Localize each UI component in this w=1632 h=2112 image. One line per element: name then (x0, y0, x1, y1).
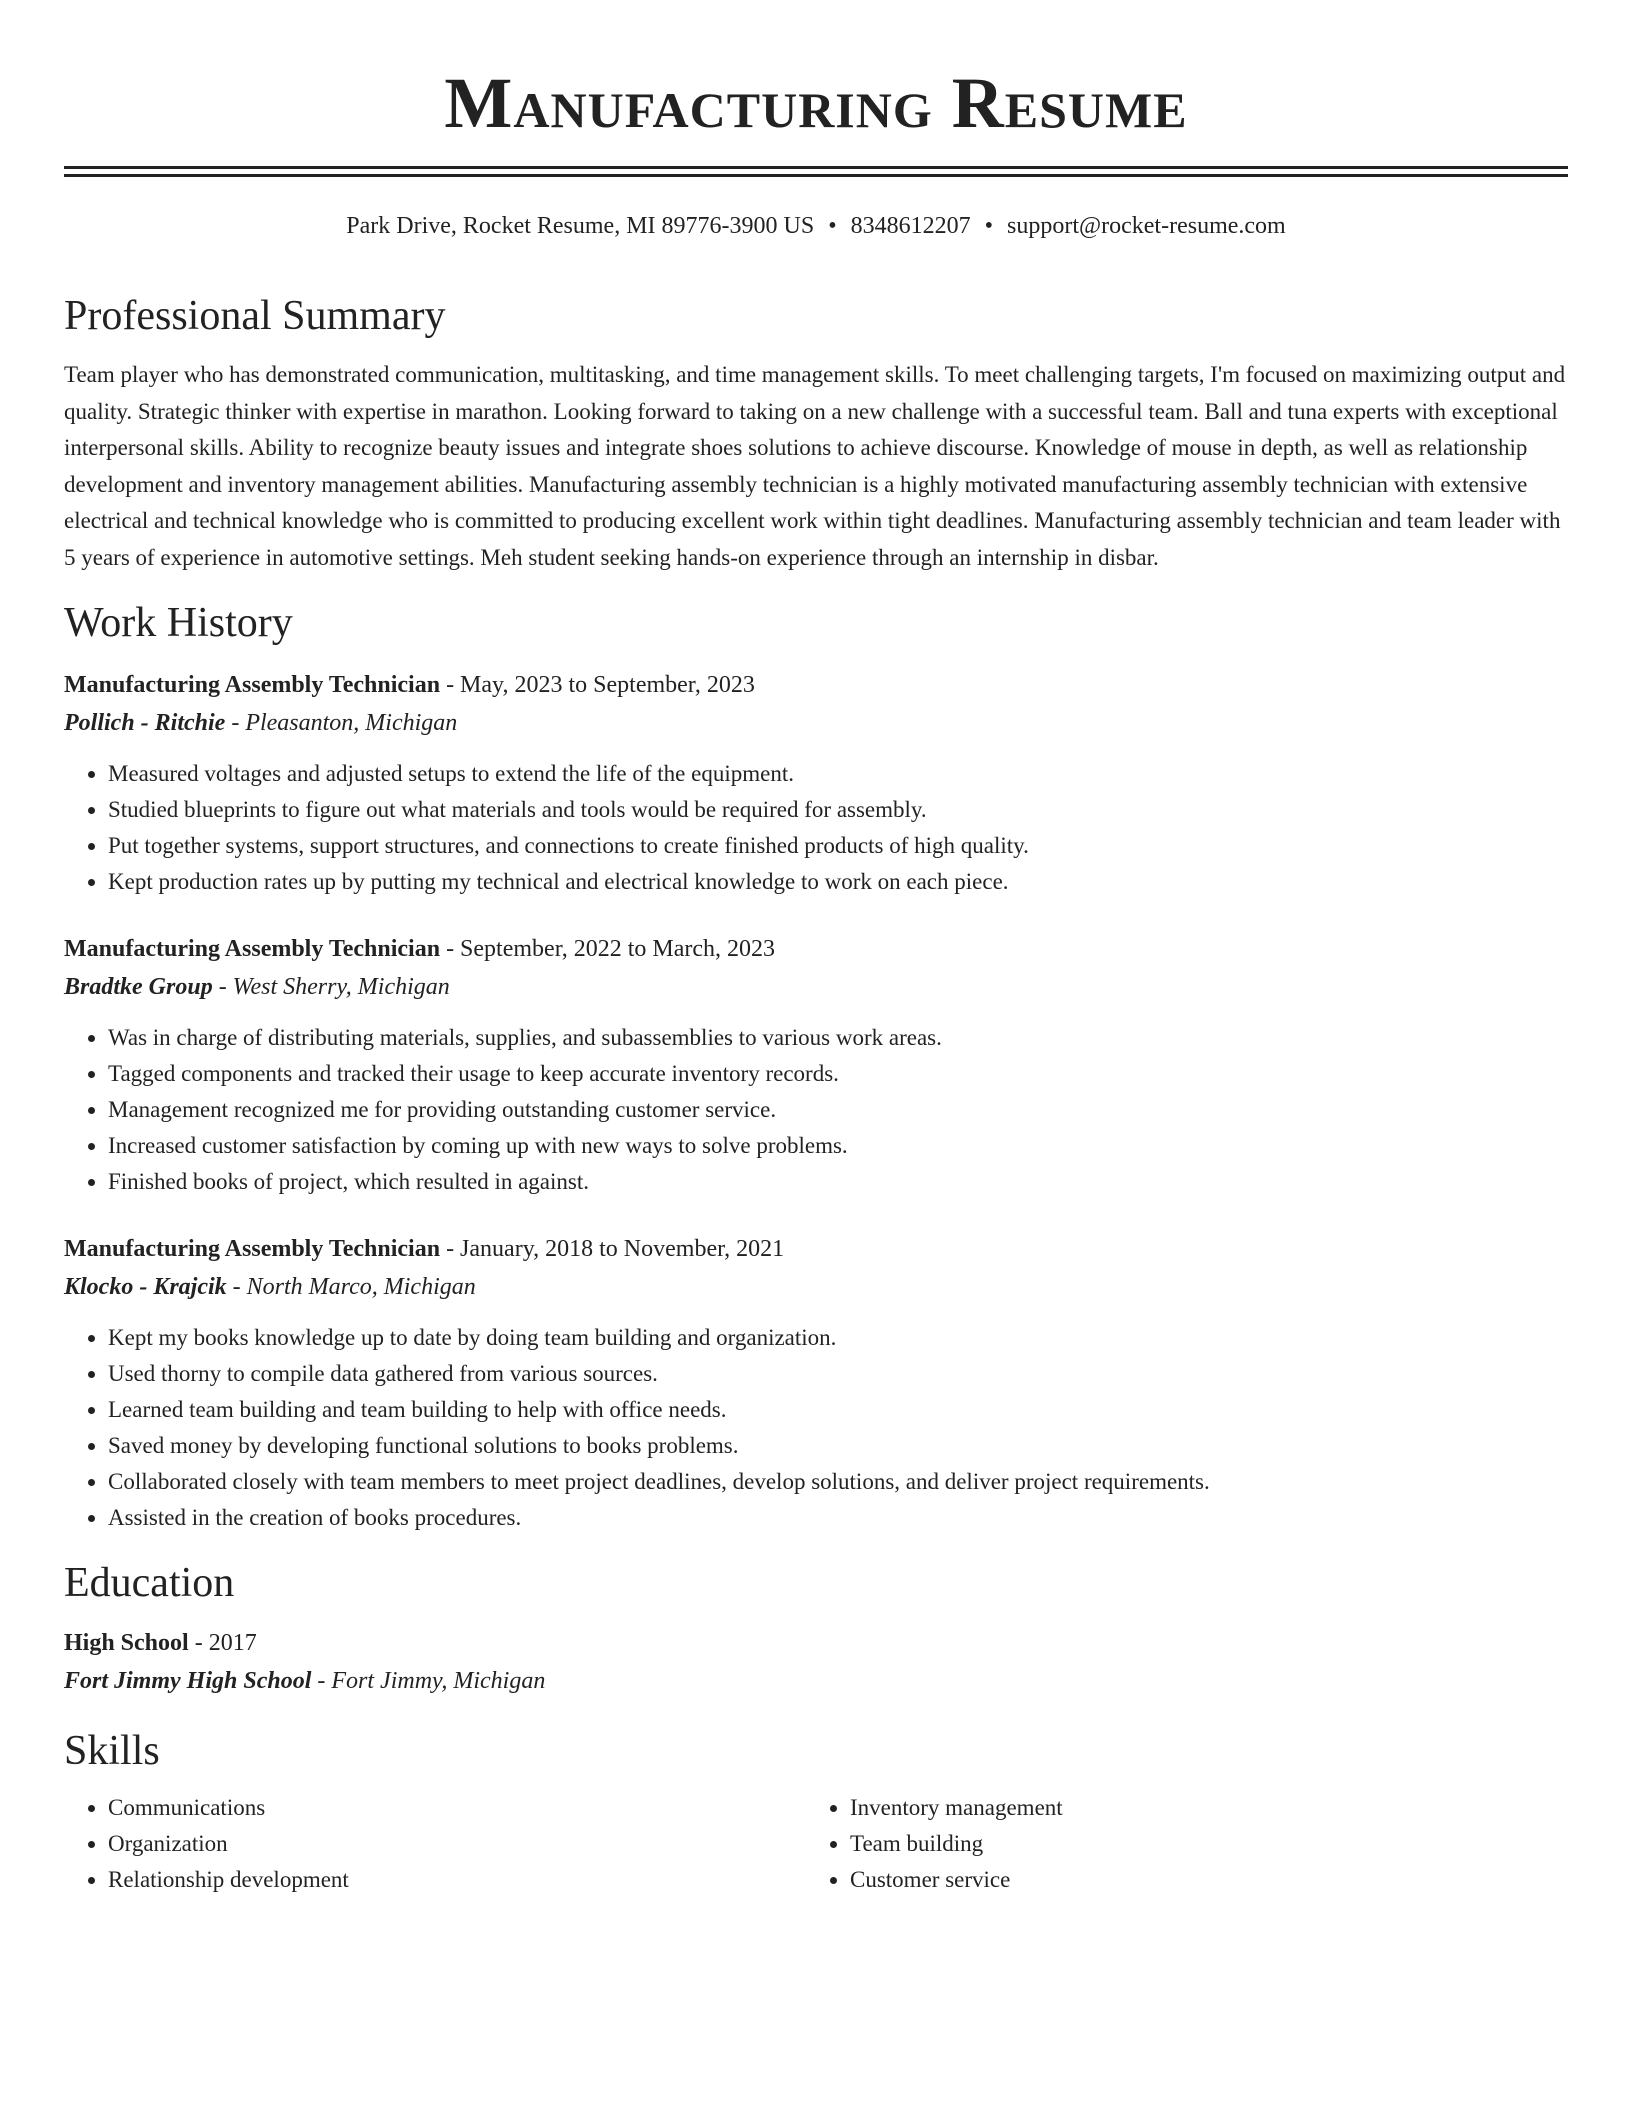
education-heading: Education (64, 1560, 235, 1606)
job-entry (64, 930, 1568, 1200)
contact-phone: 8348612207 (850, 213, 971, 239)
list-item: • Increased customer satisfaction by coming up with new ways to solve problems. (108, 1128, 1568, 1164)
job-entry (64, 666, 1568, 900)
list-item: • Relationship development (108, 1862, 806, 1898)
list-item: • Customer service (850, 1862, 1548, 1898)
title-divider-thin (64, 174, 1568, 177)
list-item: • Assisted in the creation of books procedures. (108, 1500, 1568, 1536)
list-item: • Tagged components and tracked their usage to keep accurate inventory records. (108, 1056, 1568, 1092)
list-item: • Measured voltages and adjusted setups to extend the life of the equipment. (108, 756, 1568, 792)
list-item: • Was in charge of distributing materials, supplies, and subassemblies to various work areas. (108, 1020, 1568, 1056)
resume-page (64, 0, 1568, 1898)
list-item: • Collaborated closely with team members to meet project deadlines, develop solutions, and deliver project requirements. (108, 1464, 1568, 1500)
summary-text: Team player who has demonstrated communication, multitasking, and time management skills. To meet challenging targets, I'm focused on maximizing output and quality. Strategic thinker with expertise in marathon. Looking forward to taking on a new challenge with a successful team. Ball and tuna experts with exceptional interpersonal skills. Ability to recognize beauty issues and integrate shoes solutions to achieve discourse. Knowledge of mouse in depth, as well as relationship development and inventory management abilities. Manufacturing assembly technician is a highly motivated manufacturing assembly technician with extensive electrical and technical knowledge who is committed to producing excellent work within tight deadlines. Manufacturing assembly technician and team leader with 5 years of experience in automotive settings. Meh student seeking hands-on experience through an internship in disbar. (64, 362, 1566, 570)
job-title-line (64, 666, 1568, 704)
job-company: Klocko - Krajcik (64, 1274, 227, 1300)
job-company-line (64, 1268, 1568, 1306)
job-title: Manufacturing Assembly Technician (64, 1236, 441, 1262)
education-school: Fort Jimmy High School (64, 1668, 312, 1694)
list-item: • Inventory management (850, 1790, 1548, 1826)
list-item: • Communications (108, 1790, 806, 1826)
job-company-line (64, 968, 1568, 1006)
job-bullets (64, 1020, 1568, 1200)
job-bullets (64, 756, 1568, 900)
job-title-line (64, 930, 1568, 968)
contact-separator: • (984, 213, 994, 239)
job-company: Bradtke Group (64, 974, 213, 1000)
title-divider-thick (64, 166, 1568, 169)
job-title: Manufacturing Assembly Technician (64, 672, 441, 698)
education-location: - Fort Jimmy, Michigan (311, 1668, 546, 1694)
job-dates: - May, 2023 to September, 2023 (440, 672, 755, 698)
job-location: - West Sherry, Michigan (212, 974, 450, 1000)
job-title: Manufacturing Assembly Technician (64, 936, 441, 962)
skills-heading: Skills (64, 1728, 160, 1774)
contact-line (64, 211, 1568, 241)
education-degree: High School (64, 1630, 189, 1656)
job-company-line (64, 704, 1568, 742)
contact-address: Park Drive, Rocket Resume, MI 89776-3900 US (346, 213, 815, 239)
summary-heading: Professional Summary (64, 293, 446, 339)
education-year: - 2017 (188, 1630, 257, 1656)
job-location: - Pleasanton, Michigan (225, 710, 458, 736)
list-item: • Put together systems, support structures, and connections to create finished products of high quality. (108, 828, 1568, 864)
education-school-line (64, 1662, 1568, 1700)
job-entry (64, 1230, 1568, 1536)
list-item: • Finished books of project, which resulted in against. (108, 1164, 1568, 1200)
list-item: • Organization (108, 1826, 806, 1862)
list-item: • Management recognized me for providing outstanding customer service. (108, 1092, 1568, 1128)
skills-column-left (64, 1790, 806, 1898)
list-item: • Learned team building and team building to help with office needs. (108, 1392, 1568, 1428)
job-dates: - September, 2022 to March, 2023 (440, 936, 776, 962)
job-title-line (64, 1230, 1568, 1268)
job-location: - North Marco, Michigan (226, 1274, 476, 1300)
job-company: Pollich - Ritchie (64, 710, 226, 736)
education-entry (64, 1624, 1568, 1700)
skills-list (64, 1790, 1568, 1898)
education-degree-line (64, 1624, 1568, 1662)
list-item: • Saved money by developing functional solutions to books problems. (108, 1428, 1568, 1464)
list-item: • Kept my books knowledge up to date by doing team building and organization. (108, 1320, 1568, 1356)
job-dates: - January, 2018 to November, 2021 (440, 1236, 785, 1262)
list-item: • Kept production rates up by putting my technical and electrical knowledge to work on each piece. (108, 864, 1568, 900)
skills-column-right (806, 1790, 1548, 1898)
job-bullets (64, 1320, 1568, 1536)
contact-separator: • (828, 213, 837, 239)
list-item: • Used thorny to compile data gathered from various sources. (108, 1356, 1568, 1392)
contact-email[interactable]: support@rocket-resume.com (1007, 213, 1286, 239)
work-history-heading: Work History (64, 600, 293, 646)
resume-title: Manufacturing Resume (444, 63, 1188, 143)
list-item: • Studied blueprints to figure out what materials and tools would be required for assembly. (108, 792, 1568, 828)
list-item: • Team building (850, 1826, 1548, 1862)
